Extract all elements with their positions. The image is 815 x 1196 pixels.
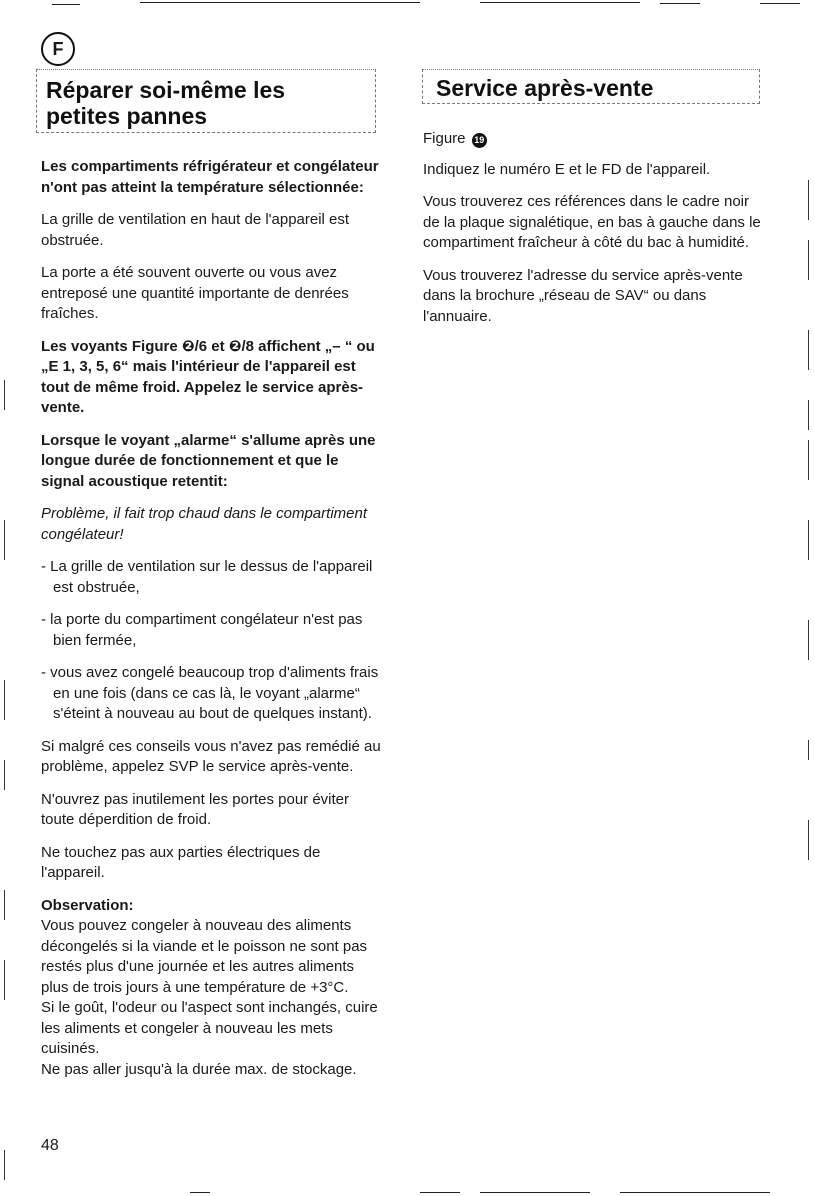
figure-number-icon: 19	[472, 133, 487, 148]
scan-artifact	[4, 760, 5, 790]
list-item: - vous avez congelé beaucoup trop d'aliments frais en une fois (dans ce cas là, le voyant „alarme“ s'éteint à nouveau au bout de quelques instant).	[41, 663, 381, 725]
paragraph-electrical: Ne touchez pas aux parties électriques de l'appareil.	[41, 843, 321, 881]
figure-label: Figure	[423, 130, 466, 147]
scan-artifact	[808, 400, 809, 430]
scan-artifact	[4, 680, 5, 720]
heading-temperature: Les compartiments réfrigérateur et congélateur n'ont pas atteint la température sélectionnée:	[41, 158, 379, 196]
figure-reference	[423, 129, 763, 150]
scan-artifact	[190, 1192, 210, 1193]
scan-artifact	[808, 520, 809, 560]
heading-indicators: Les voyants Figure ❷/6 et ❷/8 affichent „– “ ou „E 1, 3, 5, 6“ mais l'intérieur de l'appareil est tout de même froid. Appelez le service après-vente.	[41, 337, 375, 416]
paragraph-e-number: Indiquez le numéro E et le FD de l'appareil.	[423, 160, 711, 178]
cause-list	[41, 557, 381, 725]
left-title-line2: petites pannes	[46, 103, 208, 129]
right-column	[423, 129, 763, 339]
scan-artifact	[140, 2, 420, 3]
paragraph-vent: La grille de ventilation en haut de l'appareil est obstruée.	[41, 211, 350, 249]
scan-artifact	[4, 960, 5, 1000]
observation-text-2: Si le goût, l'odeur ou l'aspect sont inchangés, cuire les aliments et congeler à nouveau les mets cuisinés.	[41, 999, 378, 1057]
paragraph-call-service: Si malgré ces conseils vous n'avez pas remédié au problème, appelez SVP le service après-vente.	[41, 737, 381, 775]
left-column	[41, 157, 381, 1080]
scan-artifact	[4, 890, 5, 920]
scan-artifact	[420, 1192, 460, 1193]
left-section-title	[46, 77, 285, 129]
scan-artifact	[808, 240, 809, 280]
scan-artifact	[52, 4, 80, 5]
paragraph-doors: N'ouvrez pas inutilement les portes pour éviter toute déperdition de froid.	[41, 790, 350, 828]
scan-artifact	[4, 380, 5, 410]
list-item: - la porte du compartiment congélateur n'est pas bien fermée,	[41, 610, 381, 651]
heading-alarm: Lorsque le voyant „alarme“ s'allume après une longue durée de fonctionnement et que le signal acoustique retentit:	[41, 431, 376, 490]
paragraph-door: La porte a été souvent ouverte ou vous avez entreposé une quantité importante de denrées fraîches.	[41, 264, 349, 322]
scan-artifact	[808, 330, 809, 370]
scan-artifact	[4, 520, 5, 560]
scan-artifact	[4, 1150, 5, 1180]
page-number: 48	[41, 1137, 59, 1154]
scan-artifact	[808, 180, 809, 220]
observation-text-1: Vous pouvez congeler à nouveau des aliments décongelés si la viande et le poisson ne sont pas restés plus d'une journée et les autres aliments plus de trois jours à une température de +3°C.	[41, 917, 368, 996]
scan-artifact	[808, 620, 809, 660]
observation-title: Observation:	[41, 896, 134, 914]
language-badge: F	[41, 32, 75, 66]
paragraph-problem: Problème, il fait trop chaud dans le compartiment congélateur!	[41, 505, 367, 543]
scan-artifact	[480, 1192, 590, 1193]
scan-artifact	[660, 3, 700, 4]
paragraph-rating-plate: Vous trouverez ces références dans le cadre noir de la plaque signalétique, en bas à gauche dans le compartiment fraîcheur à côté du bac à humidité.	[423, 193, 761, 251]
list-item: - La grille de ventilation sur le dessus de l'appareil est obstruée,	[41, 557, 381, 598]
left-title-line1: Réparer soi-même les	[46, 77, 286, 103]
right-section-title: Service après-vente	[436, 75, 654, 101]
scan-artifact	[808, 440, 809, 480]
observation-text-3: Ne pas aller jusqu'à la durée max. de stockage.	[41, 1060, 357, 1078]
scan-artifact	[760, 3, 800, 4]
scan-artifact	[620, 1192, 770, 1193]
observation-block	[41, 896, 381, 1081]
scan-artifact	[480, 2, 640, 3]
scan-artifact	[808, 740, 809, 760]
scan-artifact	[808, 820, 809, 860]
paragraph-service-address: Vous trouverez l'adresse du service après-vente dans la brochure „réseau de SAV“ ou dans l'annuaire.	[423, 266, 743, 325]
